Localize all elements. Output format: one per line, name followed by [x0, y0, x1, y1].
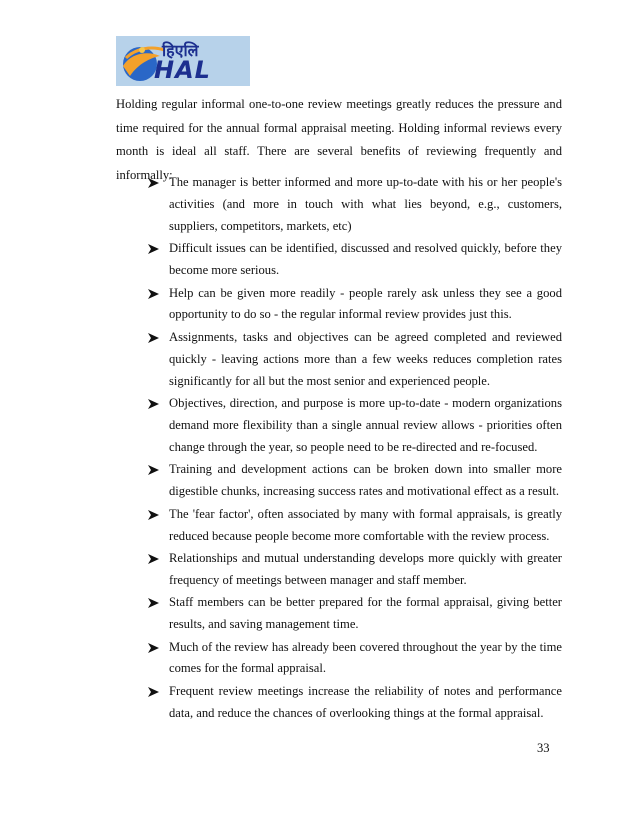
- list-item: [148, 238, 562, 282]
- logo-hindi-text: हिएलि: [162, 41, 199, 60]
- list-item: [148, 504, 562, 548]
- benefits-list: [148, 172, 562, 725]
- arrow-bullet-icon: [148, 178, 159, 188]
- list-item-text: Much of the review has already been covered throughout the year by the time comes for the formal appraisal.: [169, 639, 562, 676]
- list-item: [148, 681, 562, 725]
- arrow-bullet-icon: [148, 598, 159, 608]
- logo-hal-text: HAL: [154, 56, 211, 84]
- list-item-text: Difficult issues can be identified, discussed and resolved quickly, before they become more serious.: [169, 241, 562, 278]
- list-item-text: Help can be given more readily - people rarely ask unless they see a good opportunity to do so - the regular informal review provides just this.: [169, 285, 562, 322]
- arrow-bullet-icon: [148, 244, 159, 254]
- list-item: [148, 637, 562, 681]
- list-item-text: The 'fear factor', often associated by many with formal appraisals, is greatly reduced because people become more comfortable with the review process.: [169, 506, 562, 543]
- list-item: [148, 327, 562, 393]
- intro-paragraph: Holding regular informal one-to-one review meetings greatly reduces the pressure and time required for the annual formal appraisal meeting. Holding informal reviews every month is ideal all staff. There are several benefits of reviewing frequently and informally:: [116, 97, 562, 182]
- arrow-bullet-icon: [148, 687, 159, 697]
- arrow-bullet-icon: [148, 554, 159, 564]
- list-item: [148, 172, 562, 238]
- list-item: [148, 283, 562, 327]
- list-item-text: Relationships and mutual understanding develops more quickly with greater frequency of meetings between manager and staff member.: [169, 550, 562, 587]
- list-item-text: Frequent review meetings increase the reliability of notes and performance data, and reduce the chances of overlooking things at the formal appraisal.: [169, 683, 562, 720]
- list-item: [148, 393, 562, 459]
- list-item: [148, 459, 562, 503]
- list-item: [148, 592, 562, 636]
- list-item-text: Objectives, direction, and purpose is more up-to-date - modern organizations demand more flexibility than a single annual review allows - priorities often change through the year, so people need to be re-directed and re-focused.: [169, 396, 562, 454]
- list-item: [148, 548, 562, 592]
- page-number: 33: [537, 741, 550, 755]
- arrow-bullet-icon: [148, 399, 159, 409]
- hal-logo: [116, 36, 250, 86]
- arrow-bullet-icon: [148, 643, 159, 653]
- arrow-bullet-icon: [148, 510, 159, 520]
- list-item-text: Assignments, tasks and objectives can be agreed completed and reviewed quickly - leaving actions more than a few weeks reduces completion rates significantly for all but the most senior and experienced people.: [169, 329, 562, 388]
- list-item-text: The manager is better informed and more up-to-date with his or her people's activities (and more in touch with what lies beyond, e.g., customers, suppliers, competitors, markets, etc): [169, 175, 562, 233]
- list-item-text: Training and development actions can be broken down into smaller more digestible chunks, increasing success rates and motivational effect as a result.: [169, 462, 562, 499]
- arrow-bullet-icon: [148, 289, 159, 299]
- list-item-text: Staff members can be better prepared for the formal appraisal, giving better results, and saving management time.: [169, 595, 562, 632]
- arrow-bullet-icon: [148, 465, 159, 475]
- arrow-bullet-icon: [148, 333, 159, 343]
